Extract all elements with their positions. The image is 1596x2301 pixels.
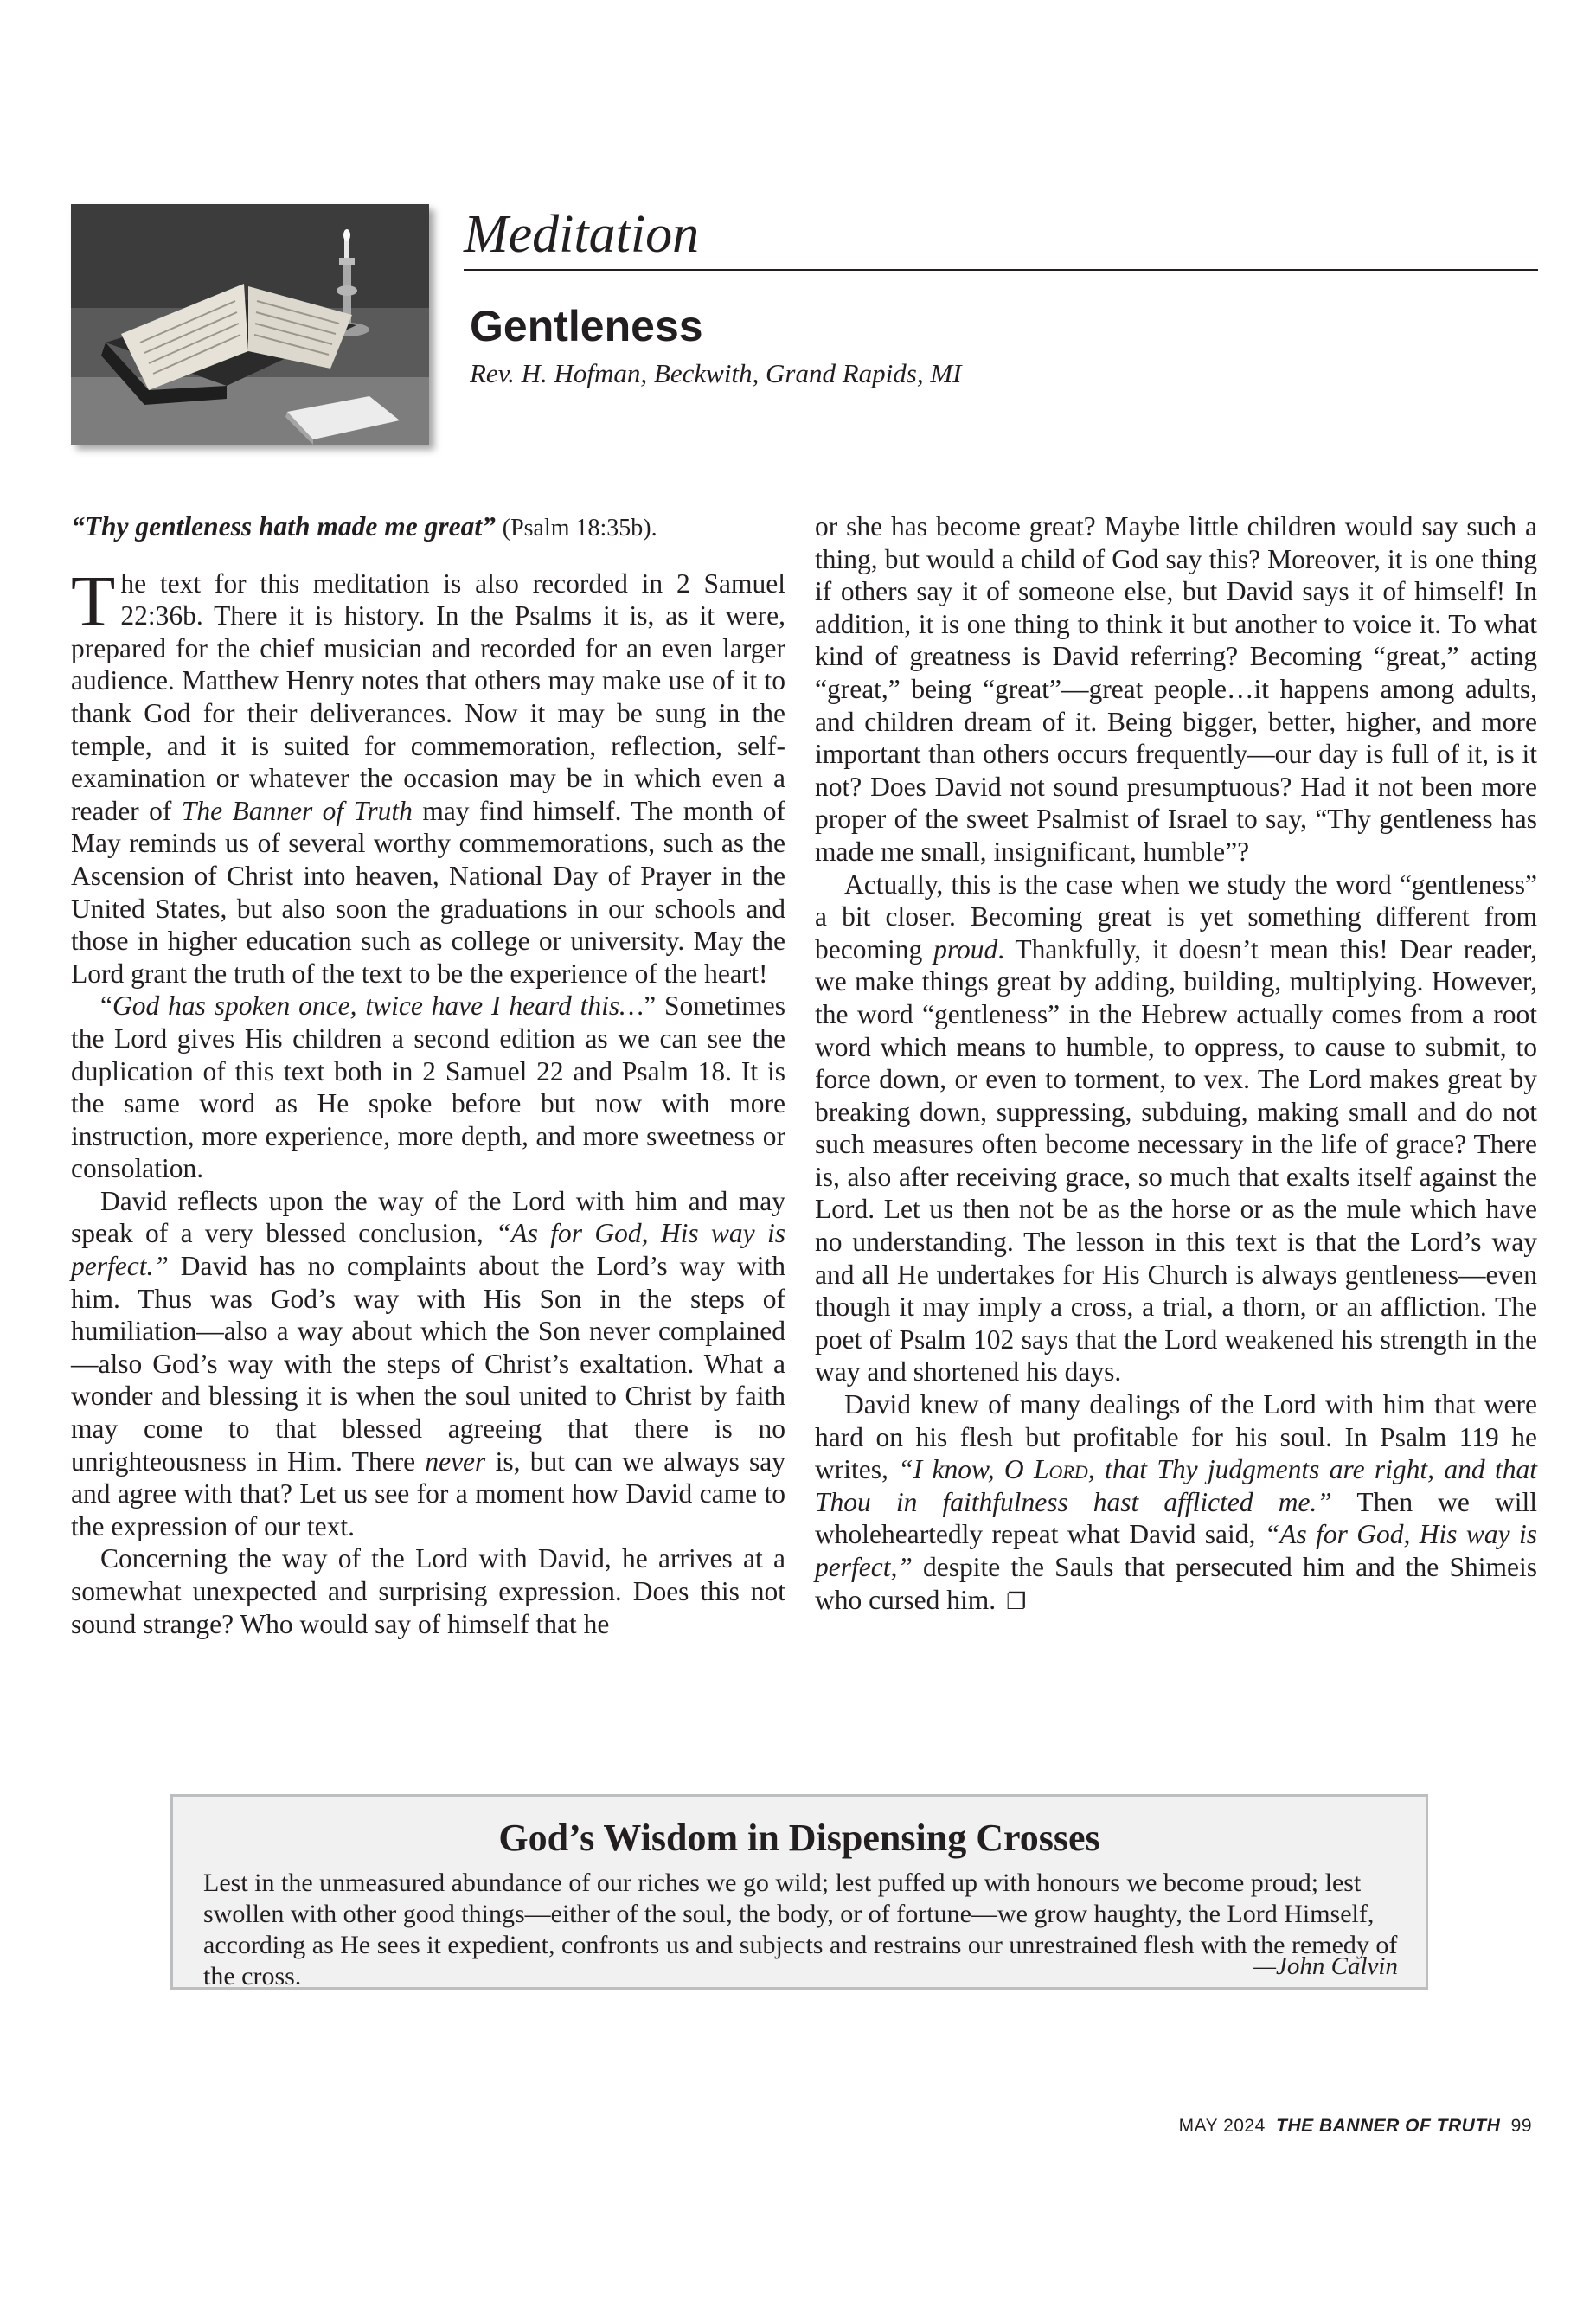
page-number: 99 [1510, 2116, 1532, 2136]
header-photo-open-bible [71, 204, 429, 445]
drop-cap: T [71, 561, 116, 642]
paragraph-2-text: ” Sometimes the Lord gives His children a second edition as we can see the duplication of this text both in 2 Samuel 22 and Psalm 18. It is the same word as He spoke before but now with more instruction, more experience, more depth, and more sweetness or consolation. [71, 990, 785, 1184]
open-quote: “ [100, 990, 112, 1022]
epigraph-quote: “Thy gentleness hath made me great” [71, 511, 496, 542]
scripture-quote: “As for God, His way is perfect,” [815, 1519, 1537, 1582]
sidebar-quote-box [170, 1794, 1428, 1990]
paragraph-3-text-mid: David has no complaints about the Lord’s way with him. Thus was God’s way with His Son in the steps of humiliation—also a way about which the Son never complained—also God’s way with the steps of Christ’s exaltation. What a wonder and blessing it is when the soul united to Christ by faith may come to that blessed agreeing that there is no unrighteousness in Him. There [71, 1251, 785, 1477]
sidebar-text: Lest in the unmeasured abundance of our riches we go wild; lest puffed up with honours we become proud; lest swollen with other good things—either of the soul, the body, or of fortune—we grow haughty, the Lord Himself, according as He sees it expedient, confronts us and subjects and restrains our unrestrained flesh with the remedy of the cross. [203, 1868, 1398, 1990]
article-title: Gentleness [470, 302, 703, 350]
epigraph [71, 510, 785, 545]
paragraph-6-text: David knew of many dealings of the Lord with him that were hard on his flesh but profitable for his soul. In Psalm 119 he writes, [815, 1389, 1537, 1485]
paragraph-4-continued: or she has become great? Maybe little children would say such a thing, but would a child of God say this? Moreover, it is one thing if others say it of someone else, but David says it of himself! In addition, it is one thing to think it but another to voice it. To what kind of greatness is David referring? Becoming “great,” acting “great,” being “great”—great people…it happens among adults, and children dream of it. Being bigger, better, higher, and more important than others occurs frequently—our day is full of it, is it not? Does David not sound presumptuous? Had it not been more proper of the sweet Psalmist of Israel to say, “Thy gentleness has made me small, insignificant, humble”? [815, 511, 1537, 867]
sidebar-title: God’s Wisdom in Dispensing Crosses [498, 1817, 1100, 1859]
section-title: Meditation [464, 205, 700, 264]
scripture-quote: “As for God, His way is perfect.” [71, 1218, 785, 1282]
article-column-right [815, 510, 1537, 1618]
page-footer [1179, 2116, 1532, 2137]
scripture-quote-lord: Lord [1034, 1454, 1088, 1485]
paragraph-5-text: Actually, this is the case when we study the word “gentleness” a bit closer. Becoming great is yet something different from becoming [815, 868, 1537, 965]
paragraph-6-text-mid: Then we will wholeheartedly repeat what David said, [815, 1486, 1537, 1550]
paragraph-4-start: Concerning the way of the Lord with David, he arrives at a somewhat unexpected and surprising expression. Does this not sound strange? Who would say of himself that he [71, 1543, 785, 1639]
section-divider [464, 269, 1538, 271]
scripture-quote: “I know, O [898, 1454, 1035, 1485]
paragraph-3-text-end: is, but can we always say and agree with that? Let us see for a moment how David came to the expression of our text. [71, 1445, 785, 1541]
paragraph-6-text-end: despite the Sauls that persecuted him and the Shimeis who cursed him. [815, 1552, 1537, 1615]
article-column-left [71, 510, 785, 1640]
author-byline: Rev. H. Hofman, Beckwith, Grand Rapids, MI [470, 358, 962, 388]
open-bible-icon [71, 204, 429, 445]
paragraph-2 [71, 990, 785, 1185]
epigraph-reference: (Psalm 18:35b). [502, 515, 657, 542]
paragraph-5-text-end: . Thankfully, it doesn’t mean this! Dear reader, we make things great by adding, building, multiplying. However, the word “gentleness” in the Hebrew actually comes from a root word which means to humble, to oppress, to cause to submit, to force down, or even to torment, to vex. The Lord makes great by breaking down, suppressing, subduing, making small and do not such measures often become necessary in the life of grace? There is, also after receiving grace, so much that exalts itself against the Lord. Let us then not be as the horse or as the mule which have no understanding. The lesson in this text is that the Lord’s way and all He undertakes for His Church is always gentleness—even though it may imply a cross, a trial, a thorn, or an affliction. The poet of Psalm 102 says that the Lord weakened his strength in the way and shortened his days. [815, 933, 1537, 1388]
paragraph-5 [815, 868, 1537, 1389]
paragraph-1-text: he text for this meditation is also recorded in 2 Samuel 22:36b. There it is history. In the Psalms it is, as it were, prepared for the chief musician and recorded for an even larger audience. Matthew Henry notes that others may make use of it to thank God for their deliverances. Now it may be sung in the temple, and it is suited for commemoration, reflection, self-examination or whatever the occasion may be in which even a reader of [71, 567, 785, 826]
publication-title: The Banner of Truth [181, 795, 413, 826]
end-of-article-icon: ❐ [1006, 1588, 1027, 1615]
scripture-quote: God has spoken once, twice have I heard this… [112, 990, 644, 1022]
emphasis: never [425, 1445, 486, 1477]
emphasis: proud [933, 933, 998, 965]
footer-date: MAY 2024 [1178, 2116, 1266, 2136]
paragraph-1 [71, 561, 785, 990]
paragraph-1-text-end: may find himself. The month of May reminds us of several worthy commemorations, such as the Ascension of Christ into heaven, National Day of Prayer in the United States, but also soon the graduations in our schools and those in higher education such as college or university. May the Lord grant the truth of the text to be the experience of the heart! [71, 795, 785, 989]
paragraph-3-text: David reflects upon the way of the Lord with him and may speak of a very blessed conclusion, [71, 1185, 785, 1249]
footer-publication: THE BANNER OF TRUTH [1276, 2116, 1501, 2136]
paragraph-6 [815, 1388, 1537, 1618]
scripture-quote-end: , that Thy judgments are right, and that Thou in faithfulness hast afflicted me.” [815, 1454, 1537, 1517]
paragraph-3 [71, 1185, 785, 1543]
sidebar-attribution: —John Calvin [1253, 1952, 1398, 1980]
